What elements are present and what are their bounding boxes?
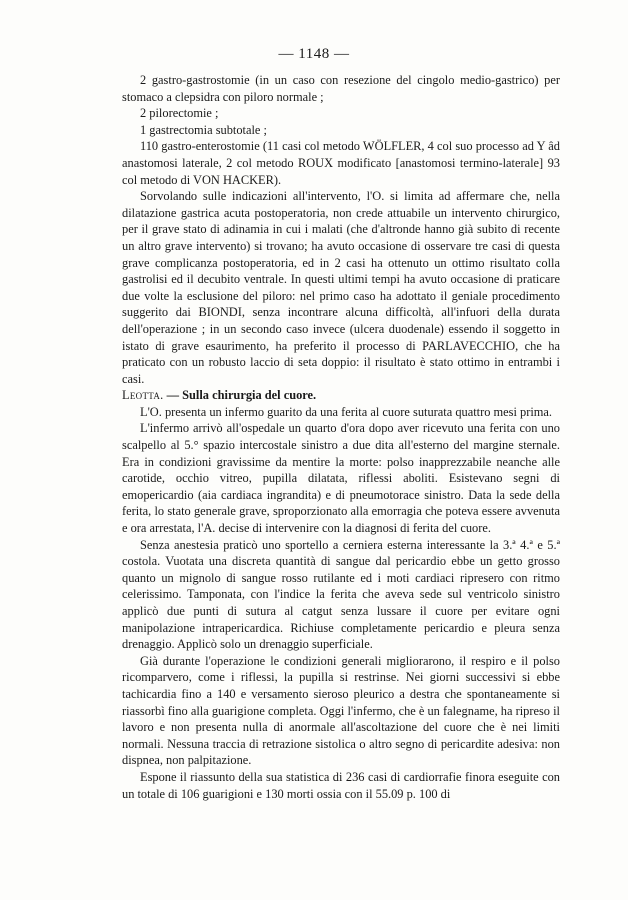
paragraph: Senza anestesia praticò uno sportello a cerniera esterna interessante la 3.ª 4.ª e 5.ª costola. Vuotata una discreta quantità di sangue dal pericardio ebbe un getto grosso quanto un mignolo di sangue rosso rutilante ed i moti cardiaci ripresero con ritmo celerissimo. Tamponata, con l'indice la ferita che aveva sede sul ventricolo sinistro applicò due punti di sutura al catgut senza lussare il cuore per evitare ogni manipolazione intrapericardica. Richiuse completamente pericardio e pleura senza drenaggio. Applicò solo un drenaggio superficiale.	[122, 537, 560, 652]
paragraph: Già durante l'operazione le condizioni generali migliorarono, il respiro e il polso ricomparvero, come i riflessi, la pupilla si restrinse. Nei giorni successivi si ebbe tachicardia fino a 140 e versamento sieroso pleurico a destra che spontaneamente si riassorbì fino alla guarigione completa. Oggi l'infermo, che è un falegname, ha ripreso il lavoro e non presenta nulla di anormale all'ascoltazione del cuore che è nei limiti normali. Nessuna traccia di retrazione sistolica o altro segno di pericardite adesiva: non dispnea, non palpitazione.	[122, 653, 560, 768]
paragraph: 1 gastrectomia subtotale ;	[140, 122, 267, 137]
paragraph: L'O. presenta un infermo guarito da una ferita al cuore suturata quattro mesi prima.	[140, 404, 553, 419]
operations-list	[122, 72, 560, 188]
page-number: — 1148 —	[278, 46, 350, 62]
heading-title: — Sulla chirurgia del cuore.	[166, 388, 317, 403]
paragraph: 110 gastro-enterostomie (11 casi col metodo WÖLFLER, 4 col suo processo ad Y âd anastomosi laterale, 2 col metodo ROUX modificato [anastomosi termino-laterale] 93 col metodo di VON HACKER).	[122, 139, 560, 187]
paragraph: L'infermo arrivò all'ospedale un quarto d'ora dopo aver ricevuto una ferita con uno scalpello al 5.° spazio intercostale sinistro a due dita all'esterno del margine sternale. Era in condizioni gravissime da mentire la morte: polso inapprezzabile neanche alle carotide, occhio vitreo, pupilla dilatata, riflessi aboliti. Esistevano segni di emopericardio (aia cardiaca ingrandita) e di pneumotorace sinistro. Data la sede della ferita, lo stato generale grave, sproporzionato alla emorragia che poteva essere avvenuta e ora arrestata, l'A. decise di intervenire con la diagnosi di ferita del cuore.	[122, 421, 560, 536]
paragraph: Espone il riassunto della sua statistica di 236 casi di cardiorrafie finora eseguite con un totale di 106 guarigioni e 130 morti ossia con il 55.09 p. 100 di	[122, 769, 560, 801]
paragraph: Sorvolando sulle indicazioni all'intervento, l'O. si limita ad affermare che, nella dilatazione gastrica acuta postoperatoria, non crede attuabile un intervento chirurgico, per il grave stato di adinamia in cui i malati (che d'altronde hanno già subito di recente un altro grave intervento) si trovano; ha avuto occasione di osservare tre casi di questa grave complicanza postoperatoria, ed in 2 casi ha ottenuto un ottimo risultato colla gastrolisi ed il decubito ventrale. In questi ultimi tempi ha avuto occasione di praticare due volte la esclusione del piloro: nel primo caso ha adottato il geniale procedimento suggerito dai BIONDI, senza incontrare alcuna difficoltà, all'infuori della durata dell'operazione ; in un secondo caso invece (ulcera duodenale) essendo il soggetto in istato di grave esaurimento, ha preferito il processo di PARLAVECCHIO, che ha praticato con un robusto laccio di seta doppio: il risultato è stato ottimo in entrambi i casi.	[122, 189, 560, 386]
paragraph: 2 pilorectomie ;	[140, 106, 219, 121]
section-heading	[122, 387, 560, 404]
paragraph: 2 gastro-gastrostomie (in un caso con resezione del cingolo medio-gastrico) per stomaco a clepsidra con piloro normale ;	[122, 73, 560, 104]
body-text	[122, 72, 560, 802]
heading-author: Leotta.	[122, 388, 164, 403]
